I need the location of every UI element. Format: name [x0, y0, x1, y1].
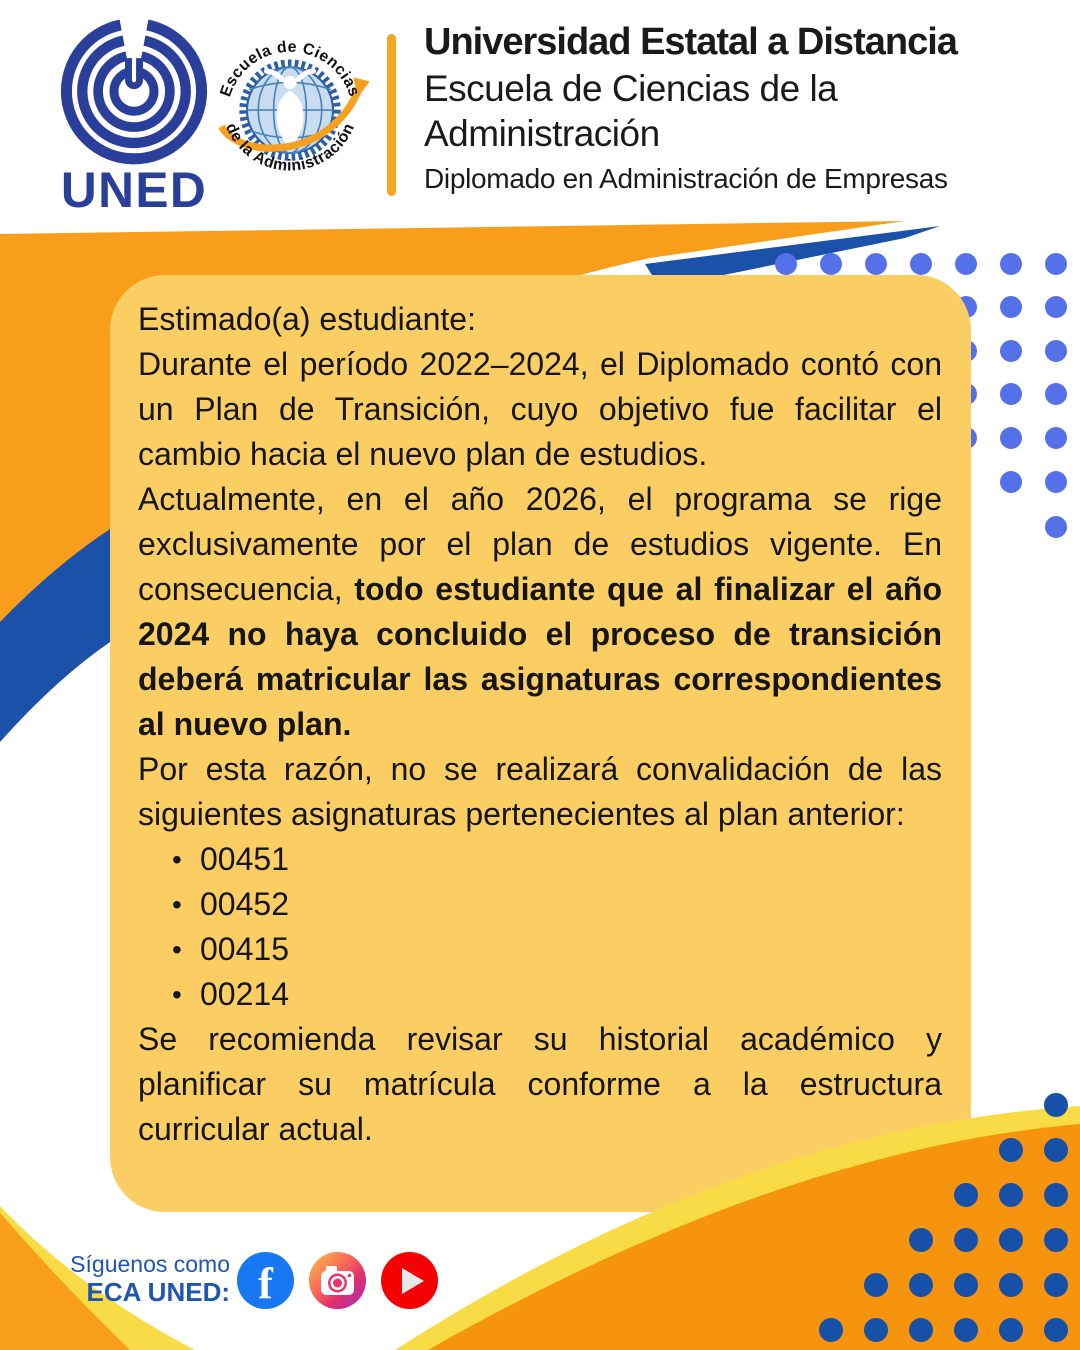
facebook-f-glyph: f	[258, 1259, 273, 1308]
uned-logo-wordmark: UNED	[60, 162, 208, 214]
social-icons	[237, 1252, 438, 1309]
play-icon	[402, 1268, 424, 1294]
header-divider	[387, 34, 396, 196]
facebook-icon[interactable]	[237, 1252, 294, 1309]
paragraph-no-convalidation: Por esta razón, no se realizará convalidación de las siguientes asignaturas pertenecientes al plan anterior:	[138, 751, 942, 832]
school-name-line1: Escuela de Ciencias de la	[424, 68, 838, 109]
follow-line2: ECA UNED:	[86, 1277, 230, 1307]
uned-logo	[50, 14, 218, 214]
program-name: Diplomado en Administración de Empresas	[424, 163, 948, 194]
paragraph-current-rule-bold: todo estudiante que al finalizar el año 2024 no haya concluido el proceso de transición deberá matricular las asignaturas correspondientes al nuevo plan.	[138, 571, 943, 742]
person-icon	[283, 76, 296, 89]
follow-us-label	[70, 1251, 230, 1307]
eca-seal-logo	[203, 18, 377, 192]
paragraph-recommendation: Se recomienda revisar su historial académico y planificar su matrícula conforme a la estructura curricular actual.	[138, 1021, 942, 1147]
course-item: • 00451	[172, 837, 942, 882]
seal-top-text: Escuela de Ciencias	[217, 38, 363, 100]
seal-bottom-text: de la Administración	[222, 120, 358, 175]
follow-line1: Síguenos como	[70, 1251, 230, 1277]
instagram-icon[interactable]	[309, 1252, 366, 1309]
salutation: Estimado(a) estudiante:	[138, 301, 476, 337]
paragraph-transition-plan: Durante el período 2022–2024, el Diplomado contó con un Plan de Transición, cuyo objetivo fue facilitar el cambio hacia el nuevo plan de estudios.	[138, 346, 942, 472]
paragraph-current-rule	[138, 477, 942, 747]
course-item: • 00452	[172, 882, 942, 927]
course-item: • 00214	[172, 972, 942, 1017]
course-item: • 00415	[172, 927, 942, 972]
school-name-line2: Administración	[424, 113, 660, 154]
university-title: Universidad Estatal a Distancia	[424, 21, 957, 63]
paragraph-current-rule-normal: Actualmente, en el año 2026, el programa se rige exclusivamente por el plan de estudios vigente. En consecuencia,	[138, 481, 942, 607]
header-text-block	[424, 18, 1070, 196]
camera-icon	[309, 1252, 366, 1309]
youtube-icon[interactable]	[381, 1252, 438, 1309]
course-list	[138, 837, 942, 1017]
header	[0, 0, 1080, 232]
announcement-card	[110, 275, 971, 1212]
